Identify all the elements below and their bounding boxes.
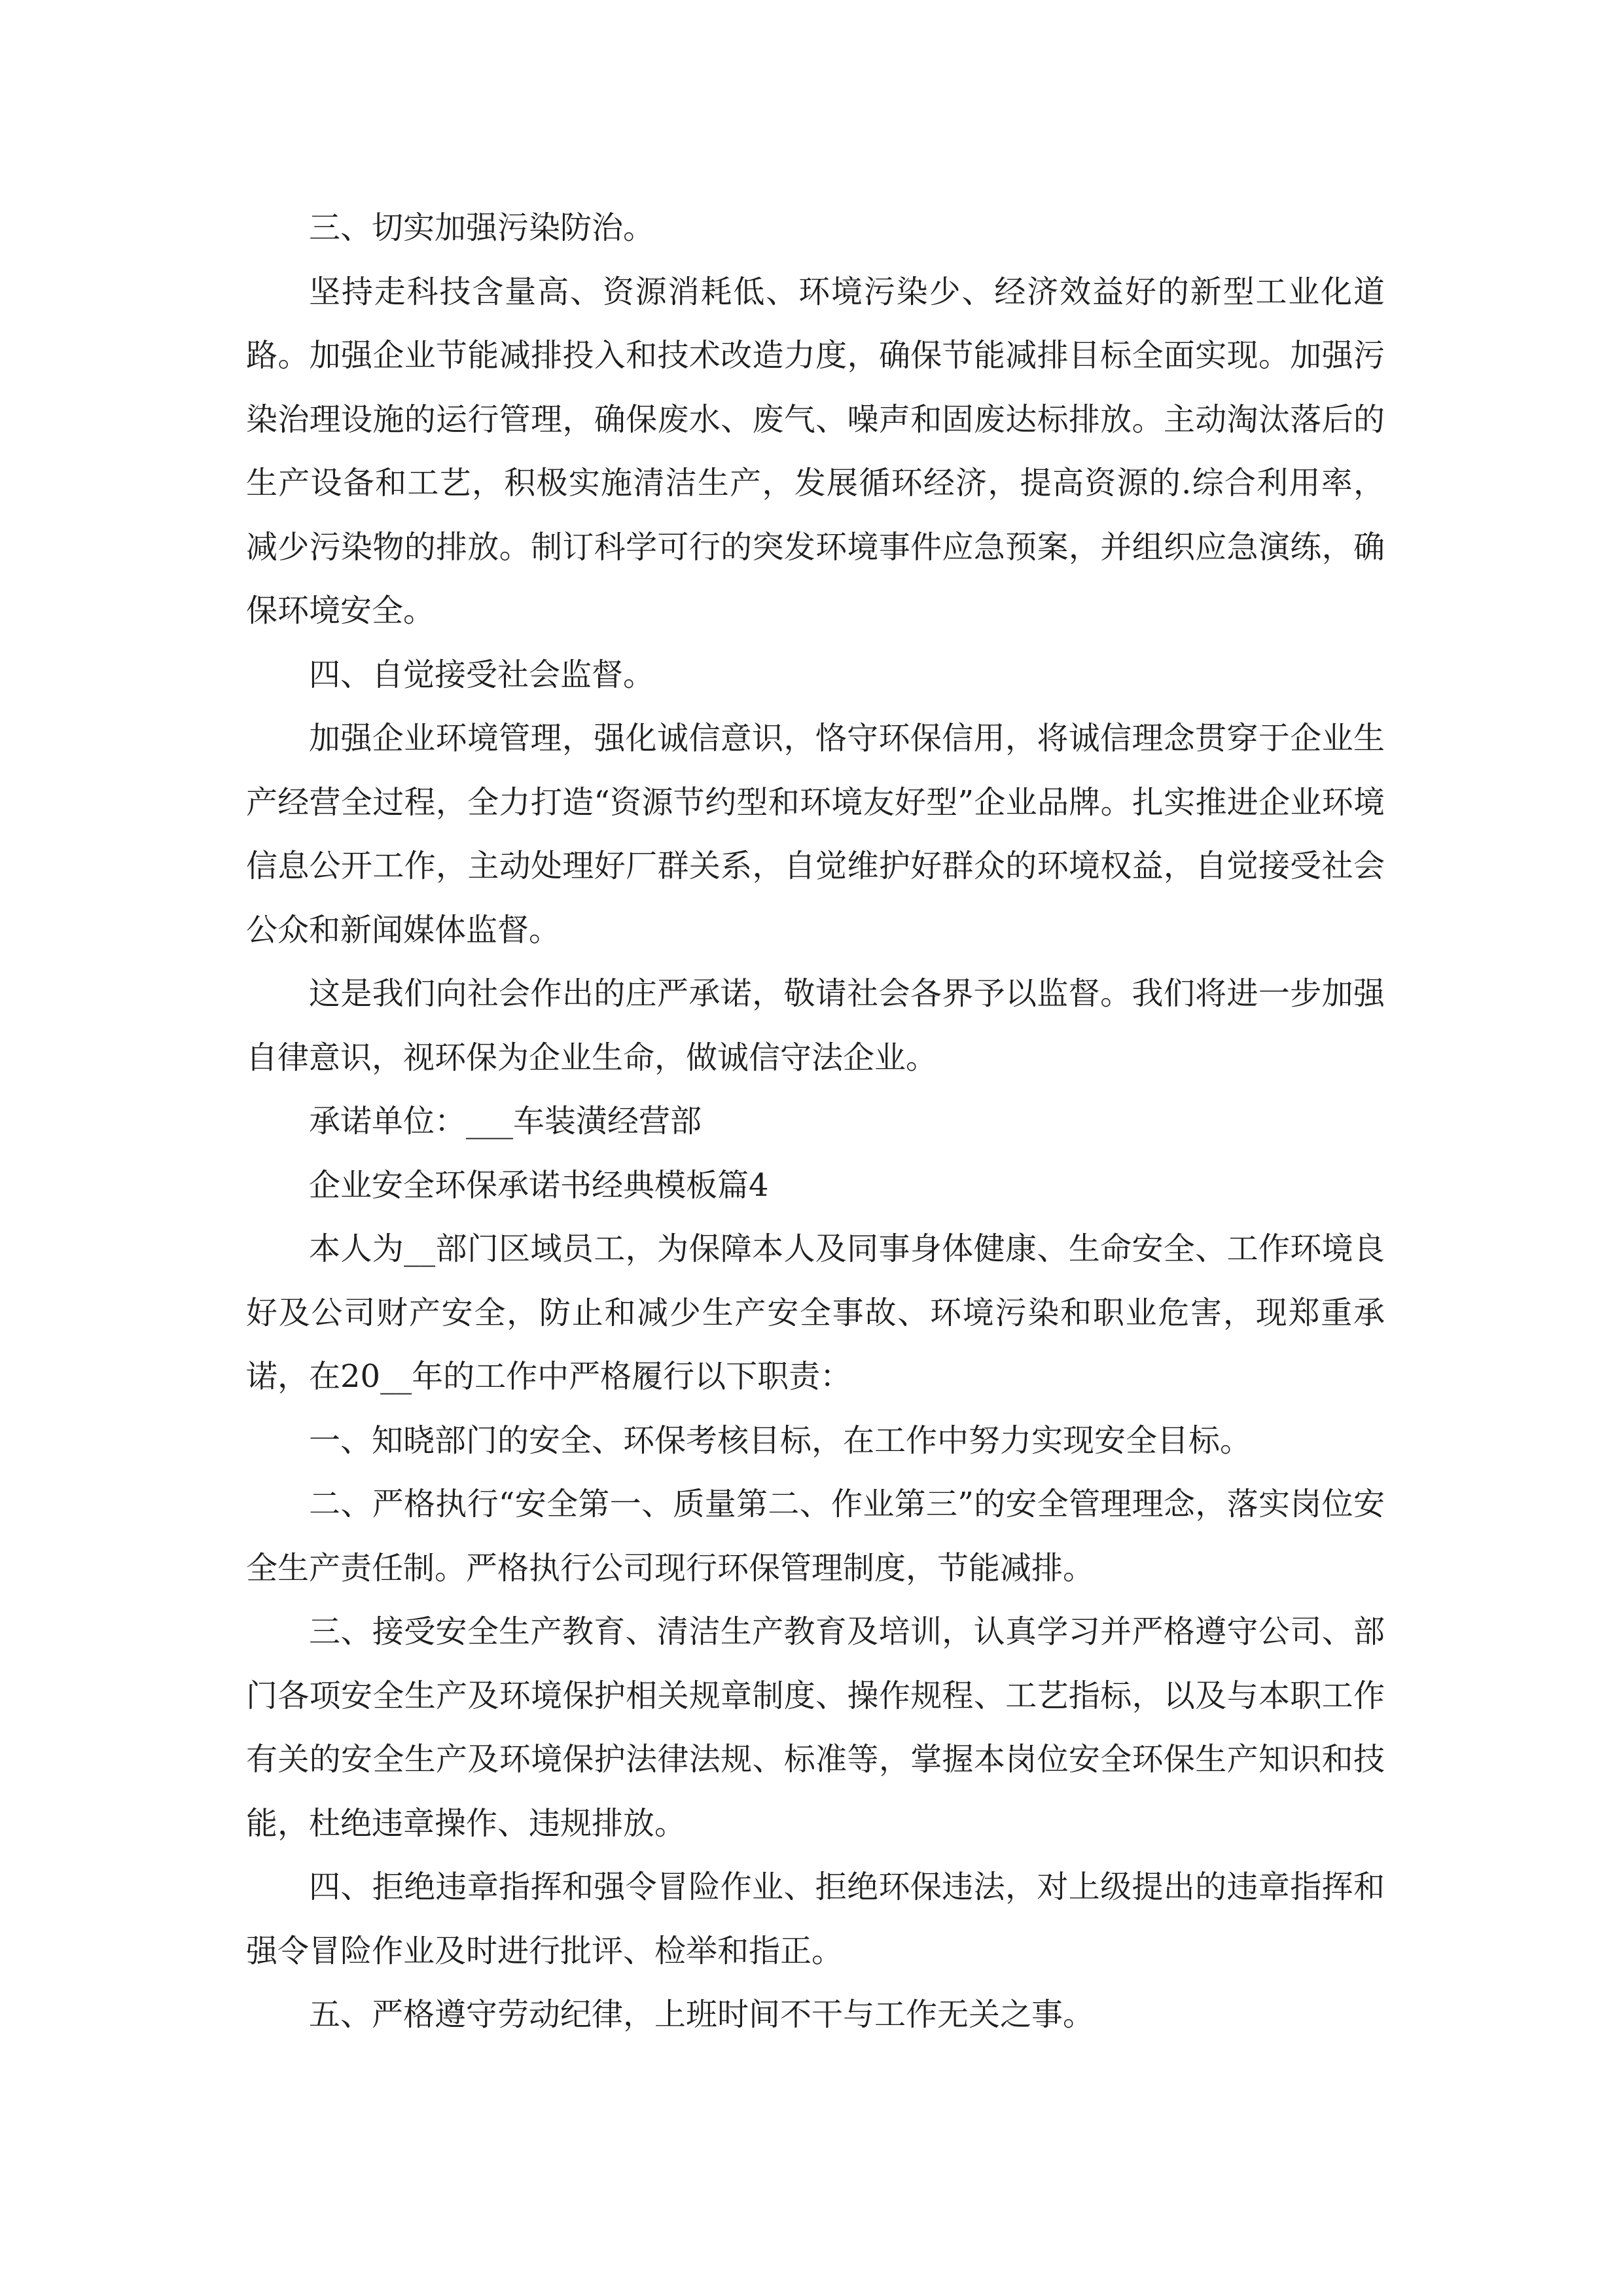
section-heading-pollution-prevention: 三、切实加强污染防治。 [309, 209, 655, 246]
document-body [246, 196, 1385, 2047]
template-title: 企业安全环保承诺书经典模板篇4 [309, 1166, 769, 1204]
paragraph-solemn-promise: 这是我们向社会作出的庄严承诺，敬请社会各界予以监督。我们将进一步加强自律意识，视环保为企业生命，做诚信守法企业。 [246, 975, 1385, 1076]
paragraph-employee-pledge: 本人为__部门区域员工，为保障本人及同事身体健康、生命安全、工作环境良好及公司财产安全，防止和减少生产安全事故、环境污染和职业危害，现郑重承诺，在20__年的工作中严格履行以下职责： [246, 1230, 1385, 1395]
duty-item-4: 四、拒绝违章指挥和强令冒险作业、拒绝环保违法，对上级提出的违章指挥和强令冒险作业及时进行批评、检举和指正。 [246, 1869, 1385, 1969]
section-heading-social-supervision: 四、自觉接受社会监督。 [309, 656, 655, 693]
duty-item-3: 三、接受安全生产教育、清洁生产教育及培训，认真学习并严格遵守公司、部门各项安全生产及环境保护相关规章制度、操作规程、工艺指标，以及与本职工作有关的安全生产及环境保护法律法规、标准等，掌握本岗位安全环保生产知识和技能，杜绝违章操作、违规排放。 [246, 1613, 1385, 1842]
promising-unit-line: 承诺单位：___车装潢经营部 [309, 1103, 702, 1139]
duty-item-1: 一、知晓部门的安全、环保考核目标，在工作中努力实现安全目标。 [309, 1422, 1252, 1459]
duty-item-5: 五、严格遵守劳动纪律，上班时间不干与工作无关之事。 [309, 1996, 1095, 2033]
duty-item-2: 二、严格执行“安全第一、质量第二、作业第三”的安全管理理念，落实岗位安全生产责任制。严格执行公司现行环保管理制度，节能减排。 [246, 1486, 1385, 1587]
paragraph-social-supervision: 加强企业环境管理，强化诚信意识，恪守环保信用，将诚信理念贯穿于企业生产经营全过程，全力打造“资源节约型和环境友好型”企业品牌。扎实推进企业环境信息公开工作，主动处理好厂群关系，自觉维护好群众的环境权益，自觉接受社会公众和新闻媒体监督。 [246, 720, 1385, 948]
paragraph-pollution-prevention: 坚持走科技含量高、资源消耗低、环境污染少、经济效益好的新型工业化道路。加强企业节能减排投入和技术改造力度，确保节能减排目标全面实现。加强污染治理设施的运行管理，确保废水、废气、噪声和固废达标排放。主动淘汰落后的生产设备和工艺，积极实施清洁生产，发展循环经济，提高资源的.综合利用率，减少污染物的排放。制订科学可行的突发环境事件应急预案，并组织应急演练，确保环境安全。 [246, 273, 1385, 629]
